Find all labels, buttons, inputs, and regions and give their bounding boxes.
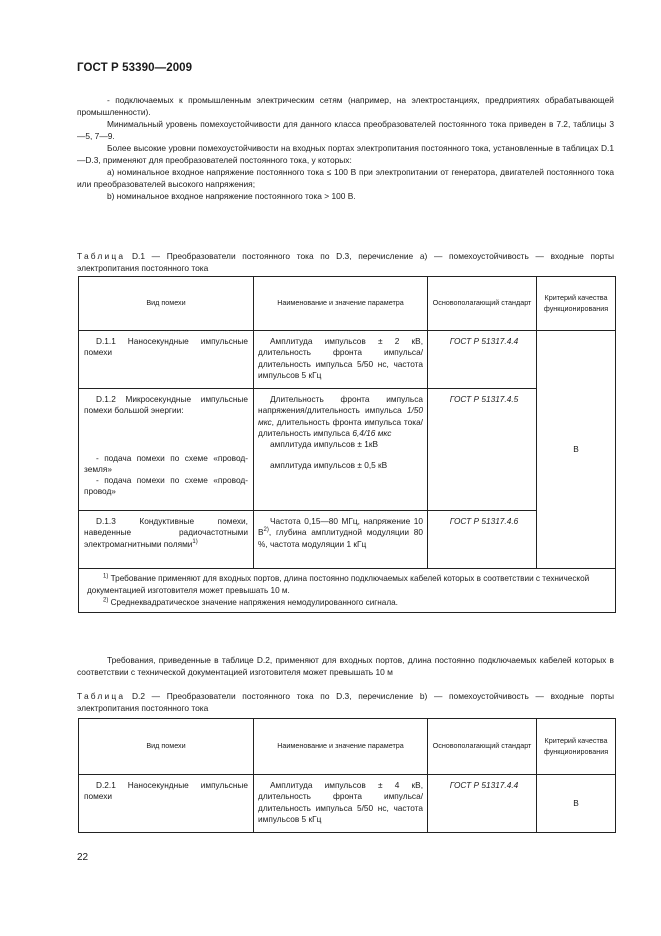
intro-paragraph: b) номинальное входное напряжение постоянного тока > 100 В. [107, 191, 356, 201]
page-number: 22 [77, 852, 89, 863]
row-subtype-text: - подача помехи по схеме «провод-провод» [84, 475, 248, 497]
table1-cell-criterion: В [537, 331, 616, 569]
table1-cell-standard: ГОСТ Р 51317.4.4 [428, 331, 537, 389]
row-subtype-text: - подача помехи по схеме «провод-земля» [84, 452, 248, 474]
footnote-mark: 1) [103, 573, 109, 580]
table-d2 [78, 718, 616, 833]
table2-caption [77, 690, 614, 714]
table-row [79, 775, 616, 833]
table-row [79, 331, 616, 389]
param-text: , глубина амплитудной модуляции 80 %, частота модуляции 1 кГц [258, 527, 423, 549]
table2-cell-standard: ГОСТ Р 51317.4.4 [428, 775, 537, 833]
table1-cell-param [254, 511, 428, 569]
table2-cell-param [254, 775, 428, 833]
table-d1 [78, 276, 616, 613]
param-text: , длительность фронта импульса тока/длительность импульса [258, 416, 423, 438]
middle-text [77, 654, 614, 678]
table2-cell-criterion: В [537, 775, 616, 833]
table1-cell-type [79, 389, 254, 511]
row-param-text: Амплитуда импульсов ± 2 кВ, длительность фронта импульса/длительность импульса 5/50 нс, частота импульсов 5 кГц [258, 336, 423, 380]
intro-paragraph: а) номинальное входное напряжение постоянного тока ≤ 100 В при электропитании от генератора, двигателей постоянного тока или преобразователей высокого напряжения; [77, 167, 614, 189]
table2-header-param: Наименование и значение параметра [254, 719, 428, 775]
table1-cell-type [79, 511, 254, 569]
intro-text [77, 94, 614, 202]
param-text: Длительность фронта импульса напряжения/длительность импульса [258, 394, 423, 416]
table2-header-criterion: Критерий качества функционирования [537, 719, 616, 775]
table2-cell-type [79, 775, 254, 833]
row-type-text: D.2.1 Наносекундные импульсные помехи [84, 780, 248, 802]
table1-notes-row [79, 569, 616, 613]
row-param-text [258, 394, 423, 439]
param-text: Частота 0,15—80 МГц, напряжение 10 В [258, 516, 423, 538]
footnote-text: Среднеквадратическое значение напряжения немодулированного сигнала. [110, 598, 398, 607]
footnote-mark: 2) [103, 597, 109, 604]
table1-header-type: Вид помехи [79, 277, 254, 331]
footnote-mark: 2) [263, 527, 269, 534]
row-subparam-text: амплитуда импульсов ± 1кВ [270, 439, 378, 450]
footnote [87, 597, 609, 609]
table-row [79, 511, 616, 569]
row-param-text: Амплитуда импульсов ± 4 кВ, длительность фронта импульса/длительность импульса 5/50 нс, частота импульсов 5 кГц [258, 780, 423, 824]
footnote-text: Требование применяют для входных портов, длина постоянно подключаемых кабелей которых в соответствии с технической документацией изготовителя может превышать 10 м. [87, 574, 590, 595]
table-row [79, 389, 616, 511]
row-param-text [258, 516, 423, 550]
table2-caption-text: D.2 — Преобразователи постоянного тока по D.3, перечисление b) — помехоустойчивость — входные порты электропитания постоянного тока [77, 691, 614, 713]
middle-paragraph: Требования, приведенные в таблице D.2, применяют для входных портов, длина постоянно подключаемых кабелей которых в соответствии с технической документацией изготовителя может превышать 10 м [77, 655, 614, 677]
param-text: 1/50 мкс [258, 405, 423, 427]
footnote [87, 573, 609, 597]
intro-paragraph: - подключаемых к промышленным электрическим сетям (например, на электростанциях, предприятиях обрабатывающей промышленности). [77, 95, 614, 117]
intro-paragraph: Более высокие уровни помехоустойчивости на входных портах электропитания постоянного тока, установленные в таблицах D.1—D.3, применяют для преобразователей постоянного тока, у которых: [77, 143, 614, 165]
type-text: D.1.3 Кондуктивные помехи, наведенные радиочастотными электромагнитными полями [84, 516, 248, 549]
footnote-mark: 1) [192, 538, 198, 545]
table1-cell-param [254, 331, 428, 389]
table1-header-standard: Основополагающий стандарт [428, 277, 537, 331]
row-subparam-text: амплитуда импульсов ± 0,5 кВ [270, 460, 388, 471]
table1-header-criterion: Критерий качества функционирования [537, 277, 616, 331]
table2-header-row [79, 719, 616, 775]
document-header: ГОСТ Р 53390—2009 [77, 62, 193, 74]
table1-cell-type [79, 331, 254, 389]
table1-notes [79, 569, 616, 613]
table1-cell-standard: ГОСТ Р 51317.4.6 [428, 511, 537, 569]
table1-header-row [79, 277, 616, 331]
table1-cell-param [254, 389, 428, 511]
table2-header-standard: Основополагающий стандарт [428, 719, 537, 775]
table2-caption-label: Таблица [77, 691, 126, 701]
row-type-text [84, 516, 248, 550]
table2-header-type: Вид помехи [79, 719, 254, 775]
row-type-text: D.1.2 Микросекундные импульсные помехи большой энергии: [84, 394, 248, 416]
table1-cell-standard: ГОСТ Р 51317.4.5 [428, 389, 537, 511]
param-text: 6,4/16 мкс [352, 427, 392, 438]
table1-caption [77, 250, 614, 274]
table1-caption-text: D.1 — Преобразователи постоянного тока по D.3, перечисление а) — помехоустойчивость — входные порты электропитания постоянного тока [77, 251, 614, 273]
row-type-text: D.1.1 Наносекундные импульсные помехи [84, 336, 248, 358]
intro-paragraph: Минимальный уровень помехоустойчивости для данного класса преобразователей постоянного тока приведен в 7.2, таблицы 3—5, 7—9. [77, 119, 614, 141]
table1-caption-label: Таблица [77, 251, 126, 261]
table1-header-param: Наименование и значение параметра [254, 277, 428, 331]
